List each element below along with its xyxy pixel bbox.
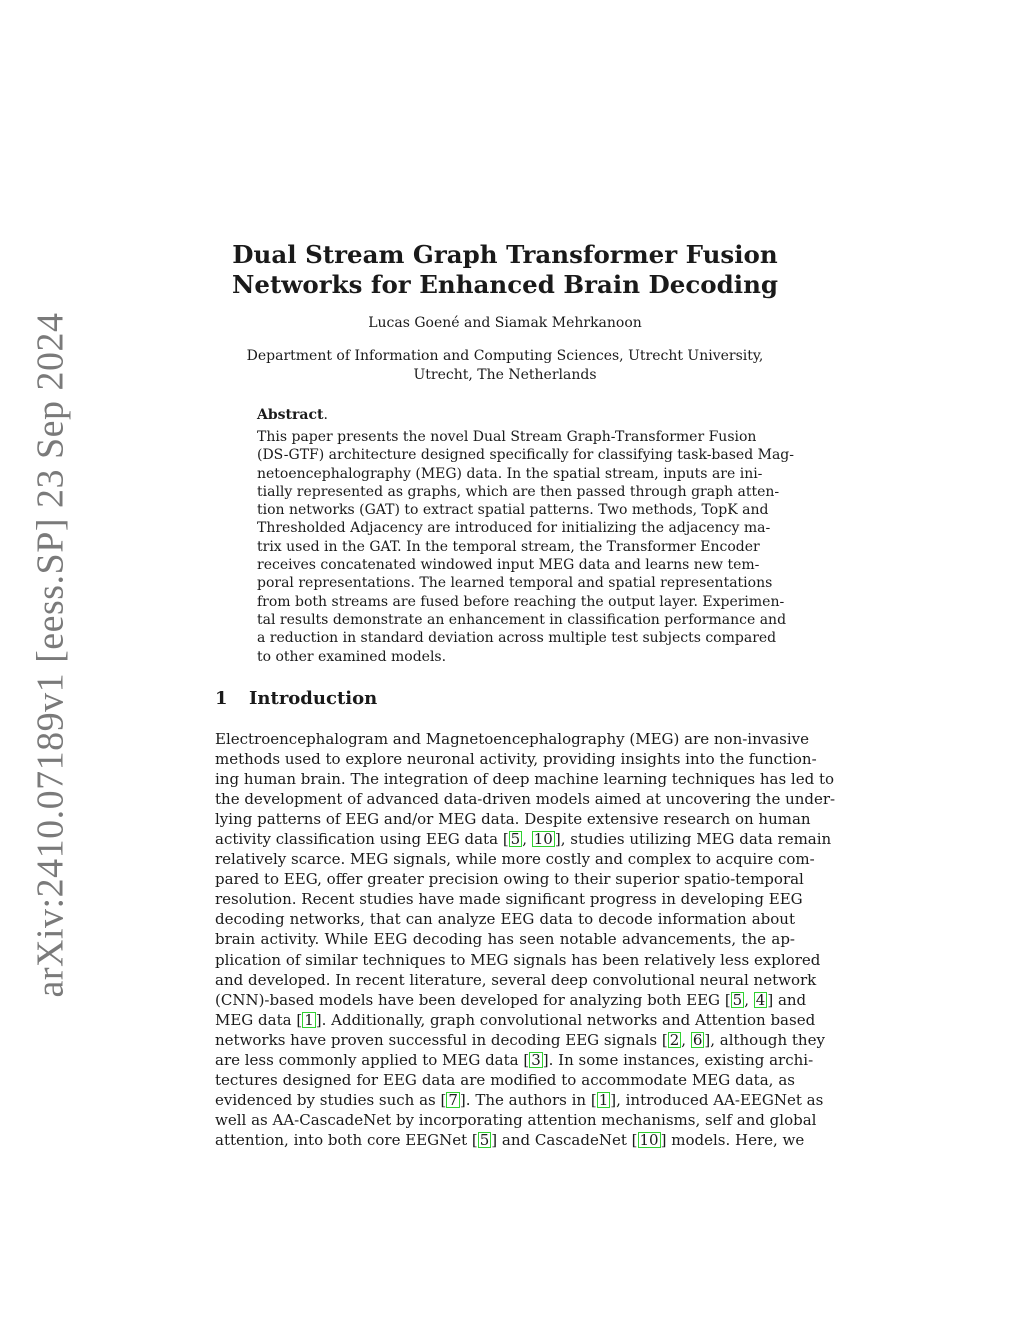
title-line-2: Networks for Enhanced Brain Decoding	[231, 270, 779, 299]
citation-link[interactable]: 6	[692, 1030, 703, 1049]
intro-line: resolution. Recent studies have made significant progress in developing EEG	[215, 890, 803, 909]
arxiv-identifier-stamp	[20, 312, 80, 998]
intro-line: are less commonly applied to MEG data [ 3 ]. In some instances, existing archi-	[215, 1050, 814, 1069]
abstract-line: a reduction in standard deviation across multiple test subjects compared	[257, 630, 777, 647]
introduction-body	[215, 729, 836, 1150]
abstract-line: poral representations. The learned temporal and spatial representations	[257, 575, 773, 592]
intro-text: and CascadeNet	[497, 1130, 632, 1149]
citation-link[interactable]: 1	[598, 1090, 609, 1109]
citation-link[interactable]: 5	[479, 1130, 490, 1149]
intro-text: are less commonly applied to MEG data	[215, 1050, 524, 1069]
arxiv-id-text: arXiv:2410.07189v1 [eess.SP] 23 Sep 2024	[29, 312, 71, 998]
intro-text: models. Here, we	[666, 1130, 805, 1149]
intro-text: ,	[744, 990, 754, 1009]
intro-text: . Additionally, graph convolutional networks and Attention based	[321, 1010, 816, 1029]
abstract-line: from both streams are fused before reaching the output layer. Experimen-	[257, 593, 785, 610]
abstract-line: receives concatenated windowed input MEG data and learns new tem-	[257, 557, 760, 574]
section-heading-introduction	[215, 688, 377, 709]
intro-text: . The authors in	[465, 1090, 591, 1109]
intro-line: Electroencephalogram and Magnetoencephalography (MEG) are non-invasive	[215, 730, 810, 748]
citation-link[interactable]: 10	[533, 830, 553, 849]
intro-line: networks have proven successful in decoding EEG signals [ 2 , 6 ], although they	[215, 1030, 825, 1049]
citation-link[interactable]: 10	[639, 1130, 659, 1149]
citation-link[interactable]: 3	[531, 1050, 541, 1069]
abstract-line: tion networks (GAT) to extract spatial patterns. Two methods, TopK and	[257, 502, 769, 519]
intro-text: . In some instances, existing archi-	[548, 1050, 814, 1069]
citation-link[interactable]: 4	[755, 990, 766, 1009]
intro-line: methods used to explore neuronal activity, providing insights into the function-	[215, 750, 817, 769]
intro-text: networks have proven successful in decoding EEG signals	[215, 1030, 662, 1049]
intro-text: attention, into both core EEGNet	[215, 1130, 472, 1149]
intro-line: lying patterns of EEG and/or MEG data. Despite extensive research on human	[215, 810, 811, 829]
abstract-line: tal results demonstrate an enhancement in classification performance and	[257, 611, 787, 628]
citation-link[interactable]: 5	[732, 990, 743, 1009]
section-title: Introduction	[249, 688, 378, 709]
intro-line: attention, into both core EEGNet [ 5 ] and CascadeNet [ 10 ] models. Here, we	[215, 1130, 805, 1149]
citation-link[interactable]: 1	[304, 1010, 314, 1029]
abstract-line: netoencephalography (MEG) data. In the spatial stream, inputs are ini-	[257, 465, 763, 482]
intro-line: pared to EEG, offer greater precision owing to their superior spatio-temporal	[215, 870, 804, 889]
intro-text: , studies utilizing MEG data remain	[560, 830, 832, 849]
intro-text: , although they	[710, 1030, 825, 1049]
intro-line: tectures designed for EEG data are modified to accommodate MEG data, as	[215, 1070, 795, 1089]
abstract-line: tially represented as graphs, which are then passed through graph atten-	[257, 483, 780, 500]
title-line-1: Dual Stream Graph Transformer Fusion	[232, 240, 778, 269]
intro-line: ing human brain. The integration of deep machine learning techniques has led to	[215, 770, 835, 789]
abstract-line: Thresholded Adjacency are introduced for initializing the adjacency ma-	[257, 520, 771, 537]
abstract-line: This paper presents the novel Dual Stream Graph-Transformer Fusion	[257, 429, 757, 445]
intro-line: (CNN)-based models have been developed for analyzing both EEG [ 5 , 4 ] and	[215, 990, 807, 1009]
intro-text: and	[773, 990, 807, 1009]
intro-text: , introduced AA-EEGNet as	[616, 1090, 824, 1109]
intro-line: relatively scarce. MEG signals, while more costly and complex to acquire com-	[215, 850, 815, 869]
abstract-line: trix used in the GAT. In the temporal stream, the Transformer Encoder	[257, 538, 760, 555]
intro-line: MEG data [ 1 ]. Additionally, graph convolutional networks and Attention based	[215, 1010, 816, 1029]
affiliation-line-1: Department of Information and Computing Sciences, Utrecht University,	[246, 348, 764, 364]
intro-text: (CNN)-based models have been developed for analyzing both EEG	[215, 990, 725, 1009]
intro-text: ,	[681, 1030, 691, 1049]
intro-text: activity classification using EEG data	[215, 830, 503, 849]
abstract-line: to other examined models.	[257, 648, 447, 665]
intro-text: MEG data	[215, 1010, 297, 1029]
intro-text: ,	[522, 830, 532, 849]
intro-line: evidenced by studies such as [ 7 ]. The authors in [ 1 ], introduced AA-EEGNet as	[215, 1090, 824, 1109]
citation-link[interactable]: 7	[448, 1090, 458, 1109]
abstract-body	[257, 428, 794, 666]
intro-line: and developed. In recent literature, several deep convolutional neural network	[215, 970, 817, 989]
intro-line: activity classification using EEG data [ 5 , 10 ], studies utilizing MEG data remain	[215, 830, 832, 849]
intro-line: brain activity. While EEG decoding has seen notable advancements, the ap-	[215, 930, 795, 949]
citation-link[interactable]: 2	[669, 1030, 680, 1049]
citation-link[interactable]: 5	[510, 830, 521, 849]
section-number: 1	[215, 688, 228, 709]
affiliation	[215, 347, 795, 385]
paper-title	[215, 240, 795, 300]
intro-text: evidenced by studies such as	[215, 1090, 441, 1109]
intro-line: the development of advanced data-driven models aimed at uncovering the under-	[215, 790, 836, 809]
authors: Lucas Goené and Siamak Mehrkanoon	[368, 315, 642, 331]
intro-line: well as AA-CascadeNet by incorporating attention mechanisms, self and global	[215, 1110, 817, 1129]
affiliation-line-2: Utrecht, The Netherlands	[413, 367, 597, 383]
abstract-heading: Abstract.	[257, 407, 328, 423]
intro-line: decoding networks, that can analyze EEG data to decode information about	[215, 910, 795, 929]
abstract-heading-text: Abstract	[257, 407, 324, 423]
intro-line: plication of similar techniques to MEG signals has been relatively less explored	[215, 950, 821, 969]
abstract-line: (DS-GTF) architecture designed specifically for classifying task-based Mag-	[257, 447, 794, 464]
